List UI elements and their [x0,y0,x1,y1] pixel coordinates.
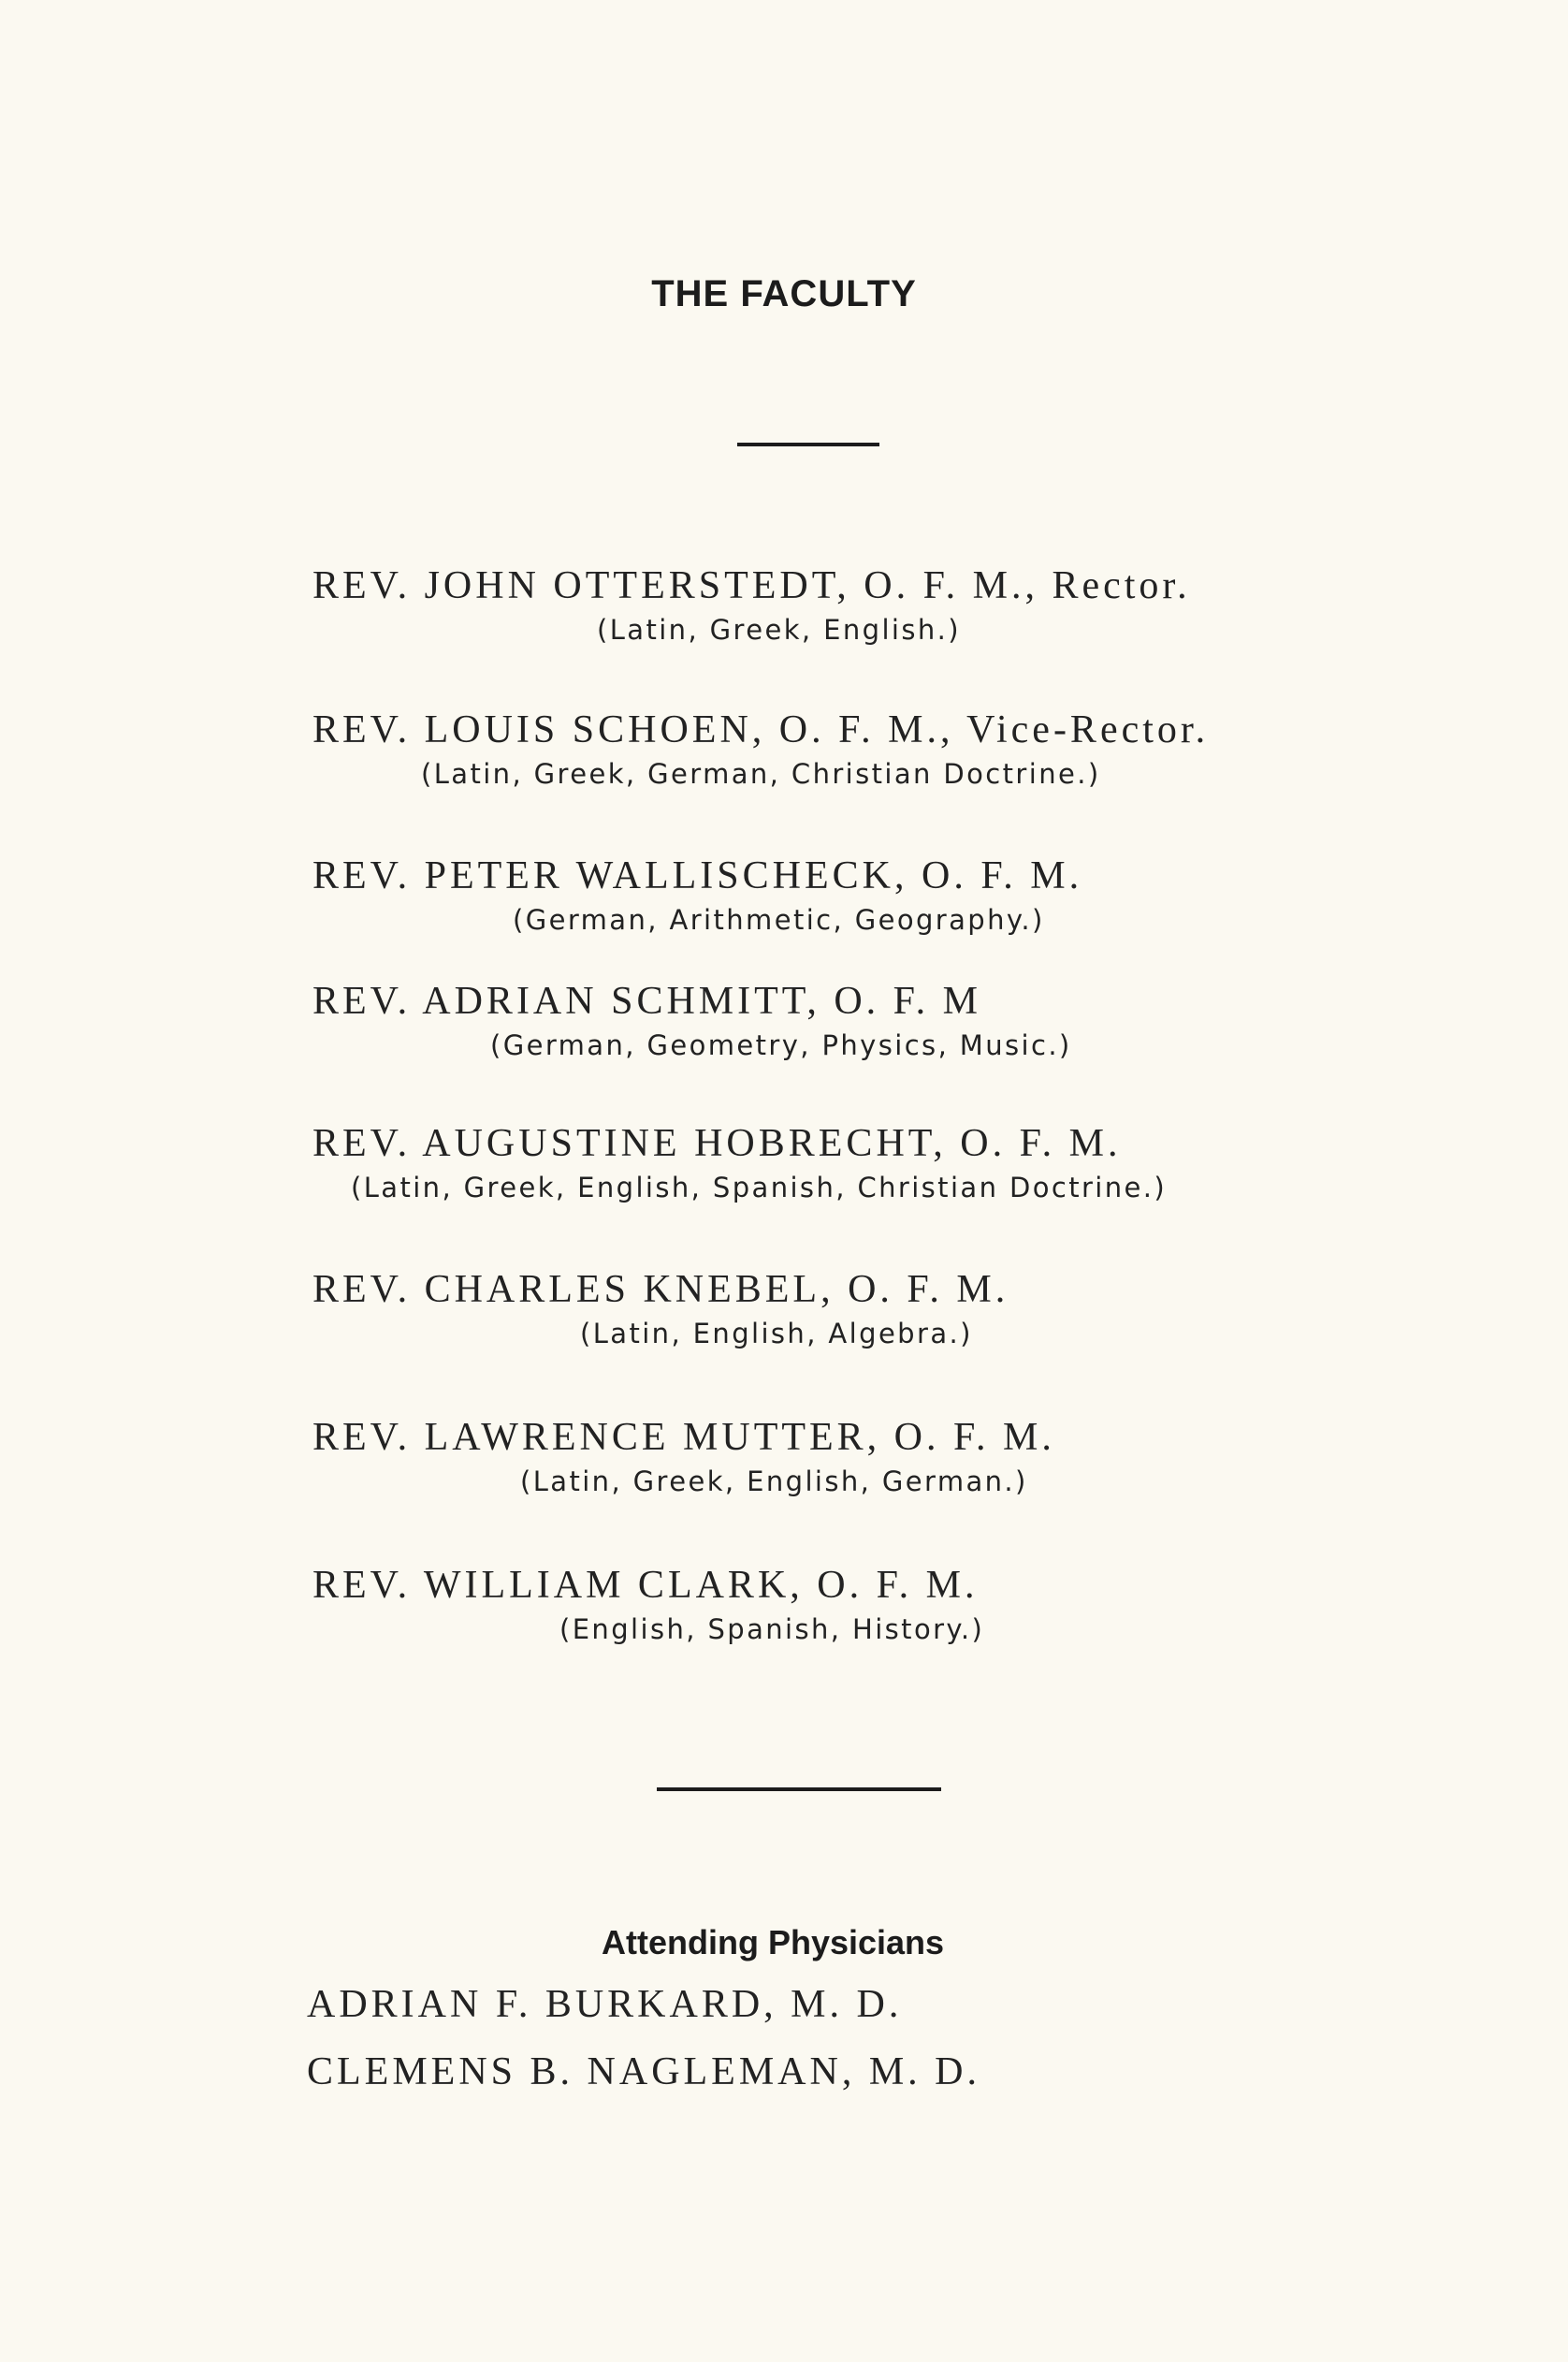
divider-bottom [657,1787,941,1791]
physician-name: ADRIAN F. BURKARD, M. D. [307,1983,903,2026]
faculty-subjects: (German, Geometry, Physics, Music.) [490,1029,1072,1061]
faculty-subjects: (Latin, Greek, English, German.) [520,1465,1028,1497]
faculty-subjects: (Latin, Greek, German, Christian Doctrine.) [421,758,1101,790]
faculty-name: REV. LAWRENCE MUTTER, O. F. M. [312,1416,1055,1459]
faculty-name: REV. AUGUSTINE HOBRECHT, O. F. M. [312,1122,1122,1165]
faculty-subjects: (English, Spanish, History.) [559,1613,985,1645]
faculty-subjects: (German, Arithmetic, Geography.) [513,904,1045,936]
divider-top [737,443,879,446]
faculty-name: REV. LOUIS SCHOEN, O. F. M., Vice-Rector. [312,708,1210,751]
faculty-name: REV. JOHN OTTERSTEDT, O. F. M., Rector. [312,564,1191,607]
physician-name: CLEMENS B. NAGLEMAN, M. D. [307,2050,981,2093]
faculty-name: REV. WILLIAM CLARK, O. F. M. [312,1564,979,1607]
page-title: THE FACULTY [651,273,917,314]
faculty-name: REV. CHARLES KNEBEL, O. F. M. [312,1268,1009,1311]
faculty-name: REV. ADRIAN SCHMITT, O. F. M [312,980,981,1023]
faculty-name: REV. PETER WALLISCHECK, O. F. M. [312,854,1083,897]
faculty-subjects: (Latin, English, Algebra.) [580,1318,973,1349]
faculty-subjects: (Latin, Greek, English.) [597,614,962,646]
faculty-subjects: (Latin, Greek, English, Spanish, Christian Doctrine.) [351,1172,1168,1203]
section-title: Attending Physicians [602,1923,945,1961]
